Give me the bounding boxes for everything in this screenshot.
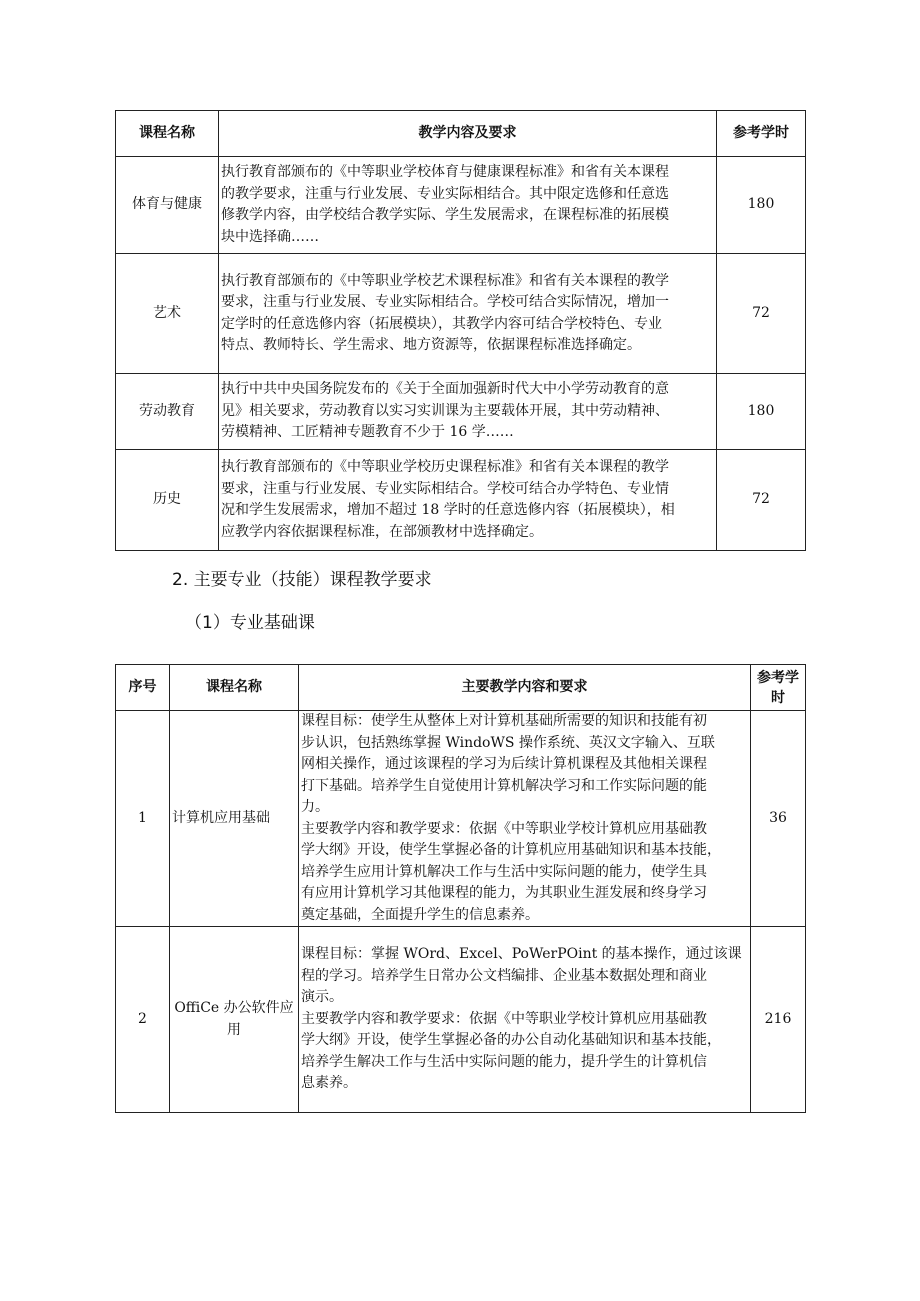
course-name: 艺术: [116, 254, 219, 374]
course-name: 计算机应用基础: [170, 711, 299, 927]
course-number: 2: [116, 927, 170, 1113]
header-main-content: 主要教学内容和要求: [299, 665, 751, 711]
header-course-name: 课程名称: [170, 665, 299, 711]
section-heading: 2. 主要专业（技能）课程教学要求: [172, 570, 432, 590]
header-content: 教学内容及要求: [219, 111, 717, 157]
course-content: 课程目标：使学生从整体上对计算机基础所需要的知识和技能有初 步认识，包括熟练掌握 WindoWS 操作系统、英汉文字输入、互联 网相关操作，通过该课程的学习为后续计算机课程及其他相关课程 打下基础。培养学生自觉使用计算机解决学习和工作实际问题的能 力。 主要教学内容和教学要求：依据《中等职业学校计算机应用基础教 学大纲》开设，使学生掌握必备的计算机应用基础知识和基本技能， 培养学生应用计算机解决工作与生活中实际问题的能力，使学生具 有应用计算机学习其他课程的能力，为其职业生涯发展和终身学习 奠定基础，全面提升学生的信息素养。: [299, 711, 751, 927]
foundation-courses-table: [115, 664, 806, 1113]
header-course-name: 课程名称: [116, 111, 219, 157]
course-content: 课程目标：掌握 WOrd、Excel、PoWerPOint 的基本操作，通过该课 程的学习。培养学生日常办公文档编排、企业基本数据处理和商业 演示。 主要教学内容和教学要求：依据《中等职业学校计算机应用基础教 学大纲》开设，使学生掌握必备的办公自动化基础知识和基本技能， 培养学生解决工作与生活中实际问题的能力，提升学生的计算机信 息素养。: [299, 927, 751, 1113]
course-content: 执行中共中央国务院发布的《关于全面加强新时代大中小学劳动教育的意 见》相关要求，劳动教育以实习实训课为主要载体开展，其中劳动精神、 劳模精神、工匠精神专题教育不少于 16 学……: [219, 374, 717, 450]
course-content: 执行教育部颁布的《中等职业学校历史课程标准》和省有关本课程的教学 要求，注重与行业发展、专业实际相结合。学校可结合办学特色、专业情 况和学生发展需求，增加不超过 18 学时的任意选修内容（拓展模块），相 应教学内容依据课程标准，在部颁教材中选择确定。: [219, 450, 717, 551]
course-name: OffiCe 办公软件应 用: [170, 927, 299, 1113]
course-number: 1: [116, 711, 170, 927]
course-hours: 36: [751, 711, 806, 927]
course-name: 体育与健康: [116, 157, 219, 254]
header-number: 序号: [116, 665, 170, 711]
subsection-heading: （1）专业基础课: [185, 613, 315, 633]
course-name: 历史: [116, 450, 219, 551]
course-hours: 216: [751, 927, 806, 1113]
course-hours: 180: [717, 157, 806, 254]
header-hours: 参考学时: [717, 111, 806, 157]
course-hours: 72: [717, 254, 806, 374]
general-courses-table: [115, 110, 806, 551]
course-content: 执行教育部颁布的《中等职业学校体育与健康课程标准》和省有关本课程 的教学要求，注重与行业发展、专业实际相结合。其中限定选修和任意选 修教学内容，由学校结合教学实际、学生发展需求，在课程标准的拓展模 块中选择确……: [219, 157, 717, 254]
course-name: 劳动教育: [116, 374, 219, 450]
header-hours: 参考学 时: [751, 665, 806, 711]
course-hours: 72: [717, 450, 806, 551]
course-hours: 180: [717, 374, 806, 450]
course-content: 执行教育部颁布的《中等职业学校艺术课程标准》和省有关本课程的教学 要求，注重与行业发展、专业实际相结合。学校可结合实际情况，增加一 定学时的任意选修内容（拓展模块），其教学内容可结合学校特色、专业 特点、教师特长、学生需求、地方资源等，依据课程标准选择确定。: [219, 254, 717, 374]
